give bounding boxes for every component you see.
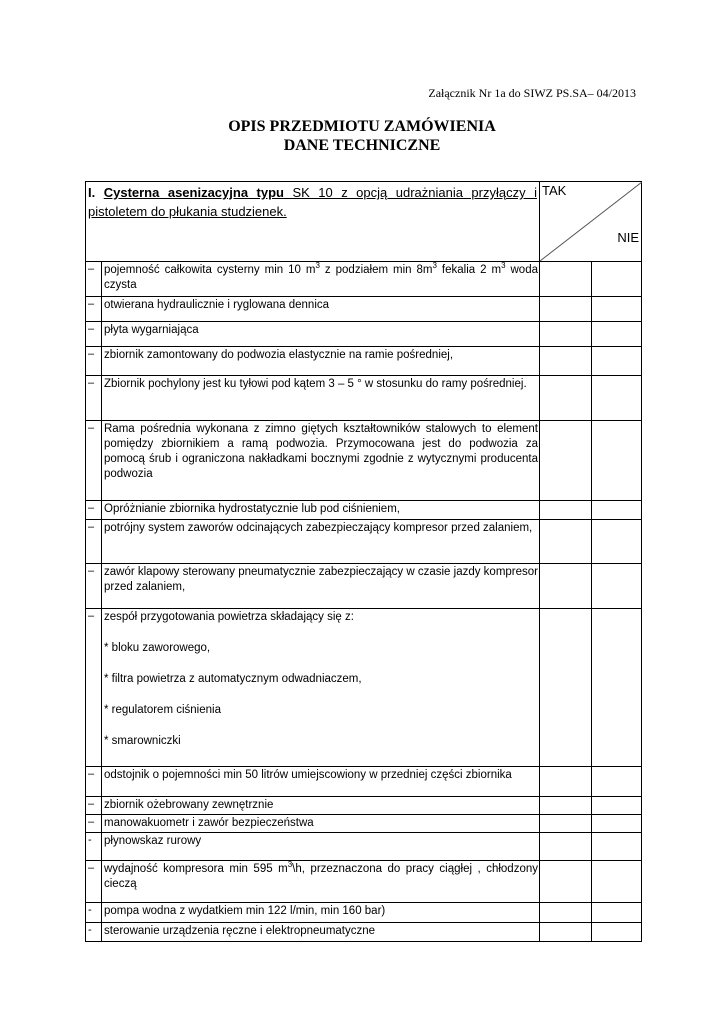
answer-cell[interactable] xyxy=(540,861,642,903)
sub-list-item: * bloku zaworowego, xyxy=(104,642,211,654)
row-dash: - xyxy=(86,903,102,923)
row-dash: – xyxy=(86,376,102,421)
row-description xyxy=(102,609,540,767)
row-text: pojemność całkowita cysterny min 10 m xyxy=(104,264,316,276)
superscript: 3 xyxy=(501,261,506,271)
answer-cell[interactable] xyxy=(540,322,642,347)
answer-cell[interactable] xyxy=(540,767,642,797)
row-dash: - xyxy=(86,923,102,942)
row-dash: – xyxy=(86,815,102,833)
row-text: Opróżnianie zbiornika hydrostatycznie lub pod ciśnieniem, xyxy=(104,503,400,515)
answer-cell[interactable] xyxy=(540,923,642,942)
answer-cell[interactable] xyxy=(540,501,642,520)
row-dash: – xyxy=(86,767,102,797)
table-row xyxy=(86,797,642,815)
row-description xyxy=(102,767,540,797)
table-row xyxy=(86,923,642,942)
row-description xyxy=(102,861,540,903)
row-dash: – xyxy=(86,322,102,347)
header-bold-label: Cysterna asenizacyjna typu xyxy=(103,185,284,200)
answer-divider xyxy=(591,297,592,321)
row-text: sterowanie urządzenia ręczne i elektropneumatyczne xyxy=(104,925,376,937)
document-subtitle: DANE TECHNICZNE xyxy=(283,137,441,154)
answer-cell[interactable] xyxy=(540,297,642,322)
row-dash: – xyxy=(86,297,102,322)
header-text xyxy=(86,182,539,222)
row-text: manowakuometr i zawór bezpieczeństwa xyxy=(104,817,314,829)
answer-divider xyxy=(591,322,592,346)
answer-divider xyxy=(591,815,592,832)
row-dash: – xyxy=(86,609,102,767)
row-dash: – xyxy=(86,421,102,501)
row-text: zbiornik ożebrowany zewnętrznie xyxy=(104,799,274,811)
document-title: OPIS PRZEDMIOTU ZAMÓWIENIA xyxy=(228,118,496,135)
answer-cell[interactable] xyxy=(540,833,642,861)
tak-label: TAK xyxy=(542,183,567,198)
row-description xyxy=(102,903,540,923)
row-dash: – xyxy=(86,861,102,903)
row-text: pompa wodna z wydatkiem min 122 l/min, min 160 bar) xyxy=(104,905,386,917)
answer-divider xyxy=(591,609,592,766)
answer-cell[interactable] xyxy=(540,347,642,376)
row-text: woda czysta xyxy=(104,264,538,291)
row-text: fekalia 2 m xyxy=(436,264,502,276)
table-row xyxy=(86,861,642,903)
row-text: płynowskaz rurowy xyxy=(104,835,202,847)
answer-cell[interactable] xyxy=(540,797,642,815)
table-row xyxy=(86,815,642,833)
table-header-row xyxy=(86,182,642,262)
row-description xyxy=(102,262,540,297)
annex-reference: Załącznik Nr 1a do SIWZ PS.SA– 04/2013 xyxy=(428,86,636,100)
row-description xyxy=(102,322,540,347)
table-row xyxy=(86,903,642,923)
row-description xyxy=(102,421,540,501)
answer-cell[interactable] xyxy=(540,903,642,923)
answer-divider xyxy=(591,797,592,814)
row-text: wydajność kompresora min 595 m xyxy=(104,863,288,875)
answer-cell[interactable] xyxy=(540,520,642,564)
row-text: potrójny system zaworów odcinających zabezpieczający kompresor przed zalaniem, xyxy=(104,522,533,534)
answer-cell[interactable] xyxy=(540,262,642,297)
table-row xyxy=(86,347,642,376)
row-text: Rama pośrednia wykonana z zimno giętych kształtowników stalowych to element pomiędzy zbiornikiem a ramą podwozia. Przymocowana jest do podwozia za pomocą śrub i ograniczona nakładkami bocznymi zgodnie z wytycznymi producenta podwozia xyxy=(104,423,538,480)
table-row xyxy=(86,322,642,347)
row-description xyxy=(102,297,540,322)
table-row xyxy=(86,833,642,861)
row-dash: – xyxy=(86,564,102,609)
answer-cell[interactable] xyxy=(540,815,642,833)
answer-divider xyxy=(591,421,592,500)
row-text: płyta wygarniająca xyxy=(104,324,199,336)
header-cell xyxy=(86,182,540,262)
answer-divider xyxy=(591,833,592,860)
sub-list-item: * regulatorem ciśnienia xyxy=(104,704,221,716)
table-row xyxy=(86,609,642,767)
table-row xyxy=(86,564,642,609)
answer-divider xyxy=(591,262,592,296)
answer-divider xyxy=(591,923,592,941)
superscript: 3 xyxy=(287,860,293,870)
answer-cell[interactable] xyxy=(540,376,642,421)
row-description xyxy=(102,501,540,520)
row-description xyxy=(102,797,540,815)
row-description xyxy=(102,347,540,376)
answer-divider xyxy=(591,564,592,608)
row-text: z podziałem min 8m xyxy=(319,264,433,276)
answer-divider xyxy=(591,903,592,922)
row-description xyxy=(102,815,540,833)
row-dash: – xyxy=(86,520,102,564)
row-text: odstojnik o pojemności min 50 litrów umiejscowiony w przedniej części zbiornika xyxy=(104,769,512,781)
table-row xyxy=(86,767,642,797)
row-text: zbiornik zamontowany do podwozia elastycznie na ramie pośredniej, xyxy=(104,349,454,361)
answer-divider xyxy=(591,376,592,420)
answer-divider xyxy=(591,767,592,796)
table-row xyxy=(86,520,642,564)
answer-divider xyxy=(591,501,592,519)
answer-divider xyxy=(591,861,592,902)
row-text: \h, przeznaczona do pracy ciągłej , chłodzony cieczą xyxy=(104,863,538,890)
superscript: 3 xyxy=(315,261,320,271)
superscript: 3 xyxy=(432,261,437,271)
row-text: zespół przygotowania powietrza składający się z: xyxy=(104,611,354,623)
answer-cell[interactable] xyxy=(540,564,642,609)
sub-list-item: * smarowniczki xyxy=(104,735,181,747)
row-description xyxy=(102,564,540,609)
tak-nie-header xyxy=(540,182,642,262)
technical-spec-table xyxy=(85,181,642,942)
row-dash: – xyxy=(86,797,102,815)
answer-cell[interactable] xyxy=(540,421,642,501)
header-description: SK 10 z opcją udrażniania przyłączy i pistoletem do płukania studzienek. xyxy=(88,185,537,219)
sub-list-item: * filtra powietrza z automatycznym odwadniaczem, xyxy=(104,673,362,685)
table-row xyxy=(86,376,642,421)
table-row xyxy=(86,421,642,501)
row-dash: – xyxy=(86,347,102,376)
table-row xyxy=(86,501,642,520)
row-description xyxy=(102,923,540,942)
answer-divider xyxy=(591,520,592,563)
answer-divider xyxy=(591,347,592,375)
table-row xyxy=(86,297,642,322)
header-roman: I. xyxy=(88,185,96,200)
row-description xyxy=(102,376,540,421)
row-dash: – xyxy=(86,262,102,297)
answer-cell[interactable] xyxy=(540,609,642,767)
row-dash: – xyxy=(86,501,102,520)
row-text: otwierana hydraulicznie i ryglowana dennica xyxy=(104,299,330,311)
table-row xyxy=(86,262,642,297)
nie-label: NIE xyxy=(617,230,639,245)
row-dash: - xyxy=(86,833,102,861)
row-text: Zbiornik pochylony jest ku tyłowi pod kątem 3 – 5 ° w stosunku do ramy pośredniej. xyxy=(104,378,527,390)
row-description xyxy=(102,833,540,861)
row-text: zawór klapowy sterowany pneumatycznie zabezpieczający w czasie jazdy kompresor przed zalaniem, xyxy=(104,566,538,593)
row-description xyxy=(102,520,540,564)
